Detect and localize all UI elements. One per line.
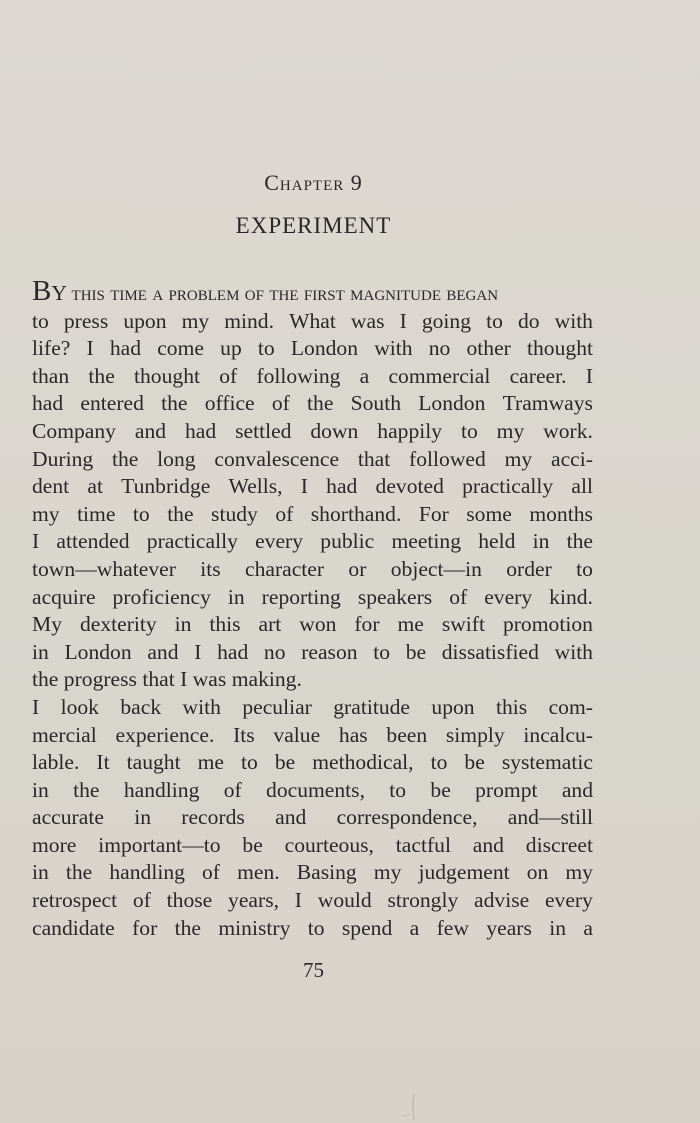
text-line: accurate in records and correspondence, and—still xyxy=(32,805,593,830)
text-line: My dexterity in this art won for me swift promotion xyxy=(32,612,593,637)
text-line: in the handling of documents, to be prompt and xyxy=(32,777,593,802)
text-line: mercial experience. Its value has been simply incalcu- xyxy=(32,722,593,747)
text-line: in the handling of men. Basing my judgement on my xyxy=(32,860,593,885)
text-line: dent at Tunbridge Wells, I had devoted practically all xyxy=(32,474,593,499)
text-line: acquire proficiency in reporting speakers of every kind. xyxy=(32,584,593,609)
text-line: the progress that I was making. xyxy=(32,667,302,692)
text-line: had entered the office of the South London Tramways xyxy=(32,391,593,416)
drop-cap: B xyxy=(32,275,52,307)
text-line: in London and I had no reason to be dissatisfied with xyxy=(32,639,593,664)
text-line: town—whatever its character or object—in order to xyxy=(32,556,593,581)
chapter-title: EXPERIMENT xyxy=(235,213,392,238)
page-number: 75 xyxy=(303,958,324,982)
text-line: than the thought of following a commercial career. I xyxy=(32,363,593,388)
text-line: more important—to be courteous, tactful and discreet xyxy=(32,832,593,857)
text-line: lable. It taught me to be methodical, to be systematic xyxy=(32,750,593,775)
text-line: candidate for the ministry to spend a few years in a xyxy=(32,915,593,940)
text-line: life? I had come up to London with no other thought xyxy=(32,336,593,361)
paper-mark xyxy=(402,1092,420,1122)
text-line xyxy=(32,275,593,308)
chapter-heading: Chapter 9 xyxy=(264,170,363,195)
first-line-text: Y this time a problem of the first magnitude began xyxy=(51,281,499,305)
text-line: I look back with peculiar gratitude upon this com- xyxy=(32,694,593,719)
body-text xyxy=(32,275,593,942)
text-line: my time to the study of shorthand. For some months xyxy=(32,501,593,526)
text-line: retrospect of those years, I would strongly advise every xyxy=(32,888,593,913)
first-line xyxy=(32,275,499,308)
text-line: I attended practically every public meeting held in the xyxy=(32,529,593,554)
text-line: Company and had settled down happily to my work. xyxy=(32,418,593,443)
text-line: to press upon my mind. What was I going to do with xyxy=(32,308,593,333)
text-line: During the long convalescence that followed my acci- xyxy=(32,446,593,471)
